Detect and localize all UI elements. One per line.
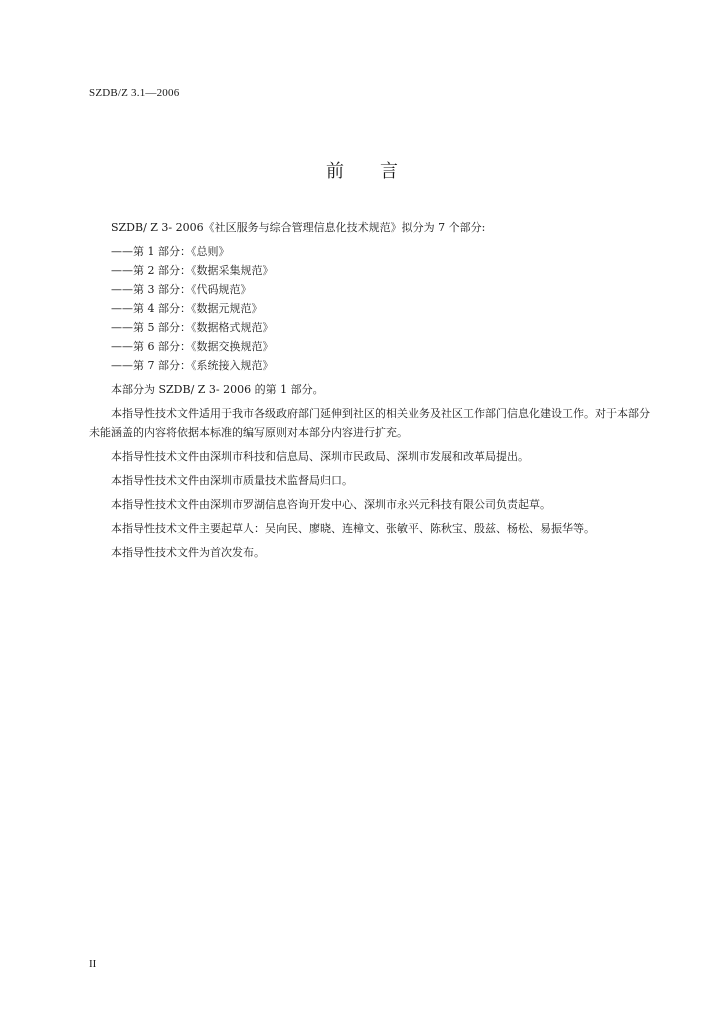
list-item: ——第 6 部分：《数据交换规范》 bbox=[111, 340, 274, 353]
list-item: ——第 1 部分：《总则》 bbox=[111, 245, 230, 258]
document-code: SZDB/Z 3.1—2006 bbox=[89, 87, 180, 99]
page-title bbox=[0, 157, 724, 183]
list-item: ——第 7 部分：《系统接入规范》 bbox=[111, 359, 274, 372]
foreword-body bbox=[89, 218, 659, 562]
paragraph-drafting-units: 本指导性技术文件由深圳市罗湖信息咨询开发中心、深圳市永兴元科技有限公司负责起草。 bbox=[111, 498, 551, 511]
intro-paragraph: SZDB/ Z 3- 2006《社区服务与综合管理信息化技术规范》拟分为 7 个部分: bbox=[111, 221, 486, 234]
paragraph-scope: 本指导性技术文件适用于我市各级政府部门延伸到社区的相关业务及社区工作部门信息化建设工作。对于本部分未能涵盖的内容将依据本标准的编写原则对本部分内容进行扩充。 bbox=[89, 407, 650, 439]
title-char-1: 前 bbox=[326, 161, 344, 182]
list-item: ——第 2 部分：《数据采集规范》 bbox=[111, 264, 274, 277]
paragraph-centralized: 本指导性技术文件由深圳市质量技术监督局归口。 bbox=[111, 474, 353, 487]
paragraph-release: 本指导性技术文件为首次发布。 bbox=[111, 546, 265, 559]
paragraph-proposer: 本指导性技术文件由深圳市科技和信息局、深圳市民政局、深圳市发展和改革局提出。 bbox=[111, 450, 529, 463]
title-char-2: 言 bbox=[380, 161, 398, 182]
paragraph-drafters: 本指导性技术文件主要起草人：吴向民、廖晓、连樟文、张敏平、陈秋宝、殷兹、杨松、易振华等。 bbox=[111, 522, 595, 535]
page-number: II bbox=[89, 958, 97, 970]
list-item: ——第 4 部分：《数据元规范》 bbox=[111, 302, 263, 315]
list-item: ——第 5 部分：《数据格式规范》 bbox=[111, 321, 274, 334]
paragraph-part-statement: 本部分为 SZDB/ Z 3- 2006 的第 1 部分。 bbox=[111, 383, 324, 396]
parts-list bbox=[89, 242, 659, 375]
list-item: ——第 3 部分：《代码规范》 bbox=[111, 283, 252, 296]
